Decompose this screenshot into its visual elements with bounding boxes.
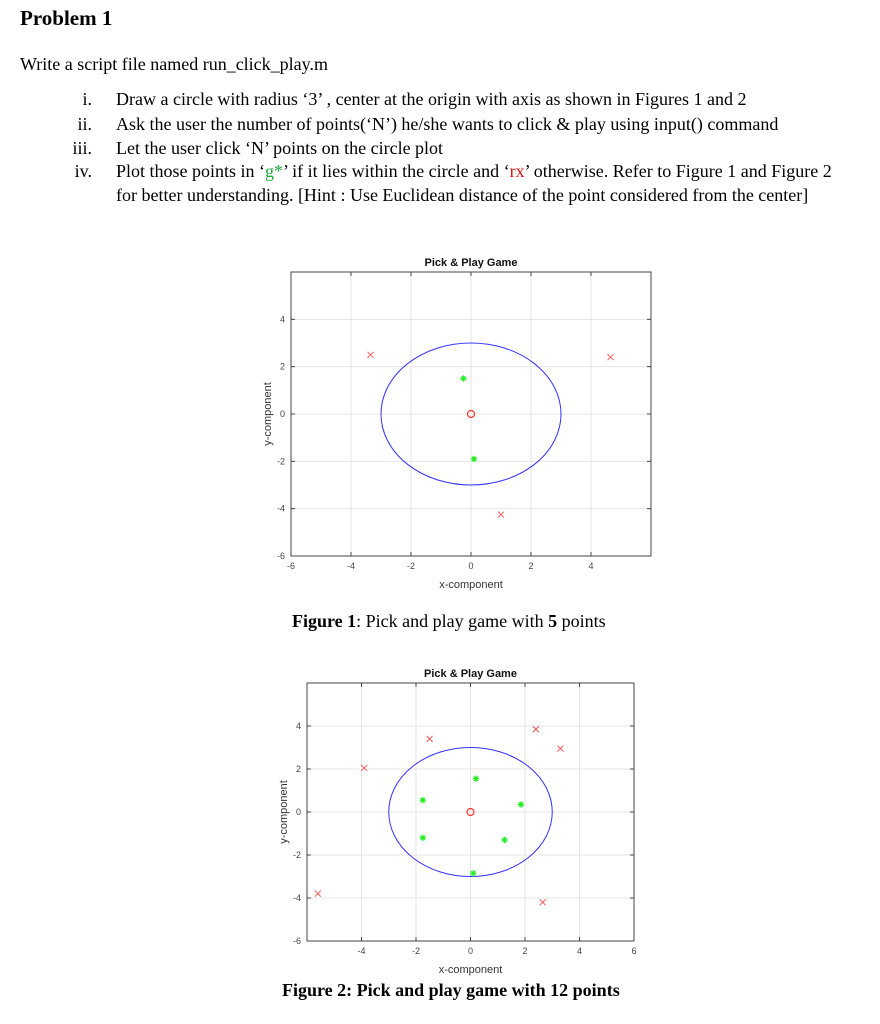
x-tick-label: -4 [357, 946, 366, 956]
y-tick-label: 2 [295, 764, 301, 774]
step-text: Draw a circle with radius ‘3’ , center at the origin with axis as shown in Figures 1 and 2 [116, 89, 747, 109]
caption-count: 5 [548, 611, 558, 631]
inside-point-star [501, 837, 507, 843]
x-tick-label: 0 [468, 561, 474, 571]
outside-point-x [498, 512, 504, 518]
problem-title: Problem 1 [20, 6, 113, 30]
chart-1 [262, 257, 651, 591]
outside-point-x [361, 765, 367, 771]
caption-text: points [557, 611, 606, 631]
y-tick-label: 2 [279, 361, 285, 372]
outside-point-x [533, 726, 539, 732]
y-tick-label: 0 [295, 807, 301, 817]
step-text: Ask the user the number of points(‘N’) he/she wants to click & play using input() command [116, 114, 779, 134]
y-tick-label: -6 [276, 551, 285, 561]
y-tick-label: -6 [292, 936, 301, 946]
caption-text: : Pick and play game with [356, 611, 549, 631]
text-part: ’ otherwise. Refer to Figure 1 and Figure 2 for better understanding. [Hint : Use Euclidean distance of the point considered from the center] [116, 161, 832, 205]
figure-2-caption: Figure 2: Pick and play game with 12 points [282, 980, 620, 1000]
inside-point-star [518, 801, 524, 807]
y-tick-label: 0 [279, 409, 285, 419]
outside-point-x [368, 352, 374, 358]
inside-point-star [420, 797, 426, 803]
inside-point-star [470, 870, 476, 876]
x-tick-label: -6 [286, 561, 296, 571]
red-marker-code: rx [509, 161, 525, 181]
step-number: iii. [72, 138, 92, 158]
y-axis-label: y-component [278, 780, 290, 844]
y-tick-label: -4 [292, 893, 301, 903]
caption-label: Figure 1 [292, 611, 357, 631]
outside-point-x [557, 746, 563, 752]
x-axis-label: x-component [439, 579, 503, 591]
y-tick-label: -2 [276, 456, 285, 467]
green-marker-code: g* [265, 161, 284, 181]
x-tick-label: 4 [576, 946, 583, 956]
outside-point-x [608, 354, 614, 360]
outside-point-x [315, 891, 321, 897]
figure-1-caption [292, 611, 606, 632]
inside-point-star [460, 375, 466, 381]
chart-2 [278, 668, 637, 976]
text-part: Plot those points in ‘ [116, 161, 266, 181]
outside-point-x [540, 899, 546, 905]
y-tick-label: -4 [276, 503, 285, 514]
x-tick-label: -2 [411, 946, 421, 956]
intro-text: Write a script file named run_click_play.m [20, 54, 328, 74]
step-number: iv. [74, 161, 92, 181]
y-axis-label: y-component [262, 382, 274, 446]
inside-point-star [420, 835, 426, 841]
step-number: i. [82, 89, 92, 109]
chart-title: Pick & Play Game [424, 668, 517, 680]
text-part: ’ if it lies within the circle and ‘ [283, 161, 510, 181]
x-tick-label: 2 [528, 561, 534, 571]
outside-point-x [427, 736, 433, 742]
inside-point-star [473, 775, 479, 781]
x-tick-label: 6 [631, 946, 637, 956]
step-text: Let the user click ‘N’ points on the circle plot [116, 138, 444, 158]
x-tick-label: -2 [406, 561, 416, 571]
y-tick-label: 4 [295, 721, 301, 731]
y-tick-label: 4 [279, 314, 285, 325]
y-tick-label: -2 [292, 850, 301, 860]
x-tick-label: 0 [467, 946, 474, 956]
x-tick-label: -4 [346, 561, 356, 571]
x-tick-label: 4 [588, 561, 594, 571]
x-axis-label: x-component [438, 964, 503, 976]
chart-title: Pick & Play Game [424, 257, 518, 269]
x-tick-label: 2 [522, 946, 528, 956]
step-number: ii. [77, 114, 92, 134]
